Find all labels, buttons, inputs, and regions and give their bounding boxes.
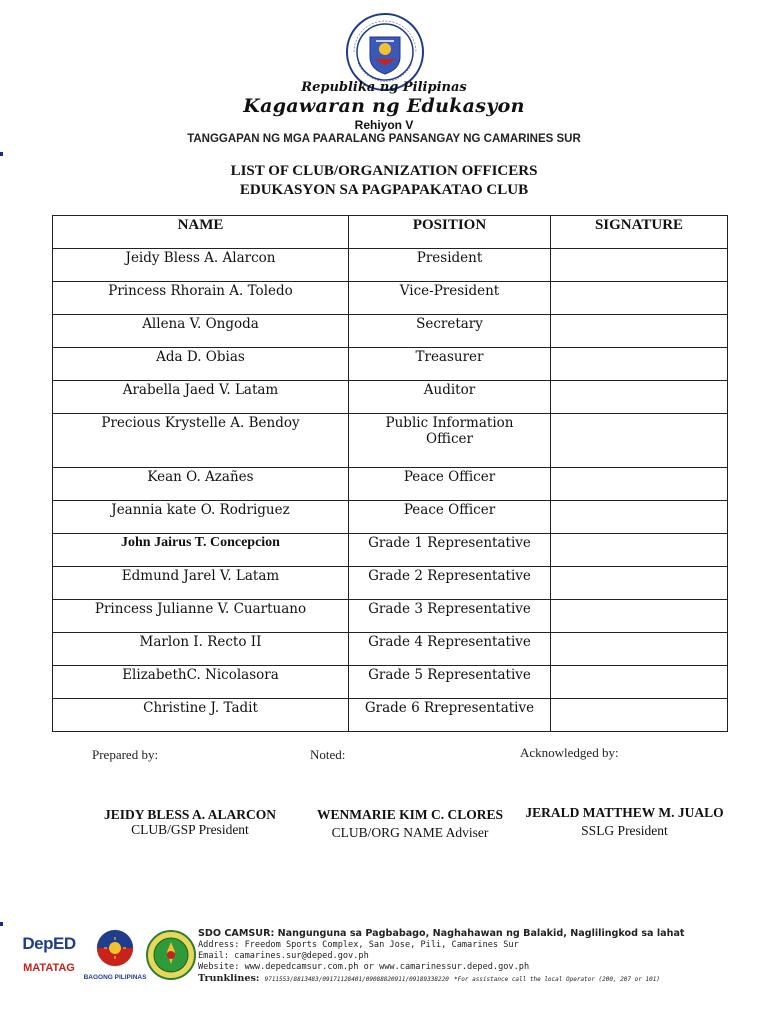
officer-name: Ada D. Obias (53, 348, 349, 381)
signature-cell (551, 633, 728, 666)
bagong-pilipinas-text: BAGONG PILIPINAS (83, 974, 147, 981)
officer-position: Grade 2 Representative (349, 567, 551, 600)
officer-position: Vice-President (349, 282, 551, 315)
table-row (53, 699, 728, 732)
margin-mark (0, 922, 3, 926)
club-name: EDUKASYON SA PAGPAPAKATAO CLUB (239, 182, 529, 198)
office-heading: TANGGAPAN NG MGA PAARALANG PANSANGAY NG CAMARINES SUR (187, 133, 581, 145)
table-row (53, 600, 728, 633)
signature-cell (551, 381, 728, 414)
signature-cell (551, 567, 728, 600)
officer-name: Princess Rhorain A. Toledo (53, 282, 349, 315)
officer-position: Treasurer (349, 348, 551, 381)
officer-name: Precious Krystelle A. Bendoy (53, 414, 349, 468)
officer-position: Peace Officer (349, 501, 551, 534)
column-header-position: POSITION (349, 216, 551, 249)
signature-cell (551, 666, 728, 699)
officer-position: Grade 6 Rrepresentative (349, 699, 551, 732)
prepared-by-role: CLUB/GSP President (131, 822, 249, 837)
officer-name: Princess Julianne V. Cuartuano (53, 600, 349, 633)
footer-contact-block (198, 928, 758, 985)
matatag-logo-text: MATATAG (23, 962, 75, 974)
signature-cell (551, 414, 728, 468)
officer-position: President (349, 249, 551, 282)
officer-name: Arabella Jaed V. Latam (53, 381, 349, 414)
noted-name: WENMARIE KIM C. CLORES (316, 807, 503, 822)
footer-address: Address: Freedom Sports Complex, San Jose, Pili, Camarines Sur (198, 940, 519, 950)
table-row (53, 666, 728, 699)
trunklines-numbers: 9711553/8813483/09171128401/09088820911/09189338220 (264, 976, 449, 983)
table-row (53, 348, 728, 381)
officer-name: Allena V. Ongoda (53, 315, 349, 348)
document-title: LIST OF CLUB/ORGANIZATION OFFICERS (230, 163, 538, 179)
sdo-motto: SDO CAMSUR: Nangunguna sa Pagbabago, Naghahawan ng Balakid, Naglilingkod sa lahat (198, 928, 685, 939)
officer-position: Grade 5 Representative (349, 666, 551, 699)
table-row (53, 315, 728, 348)
signature-cell (551, 282, 728, 315)
footer-email: Email: camarines.sur@deped.gov.ph (198, 951, 369, 961)
footer-trunklines (198, 973, 758, 985)
signature-cell (551, 249, 728, 282)
table-row (53, 534, 728, 567)
officer-position: Grade 1 Representative (349, 534, 551, 567)
officer-position: Grade 4 Representative (349, 633, 551, 666)
prepared-by-label: Prepared by: (92, 747, 159, 762)
table-row (53, 567, 728, 600)
signature-cell (551, 348, 728, 381)
trunklines-note: *For assistance call the local Operator (200, 207 or 101) (454, 976, 660, 983)
deped-matatag-logo (20, 934, 78, 974)
officer-position: Auditor (349, 381, 551, 414)
margin-mark (0, 152, 3, 156)
table-row (53, 501, 728, 534)
officer-name: Marlon I. Recto II (53, 633, 349, 666)
signature-cell (551, 315, 728, 348)
republic-heading: Republika ng Pilipinas (301, 80, 467, 95)
deped-logo-text: DepED (22, 934, 76, 953)
region-heading: Rehiyon V (354, 118, 414, 132)
officer-name: Jeannia kate O. Rodriguez (53, 501, 349, 534)
department-heading: Kagawaran ng Edukasyon (243, 95, 525, 117)
table-row (53, 414, 728, 468)
table-row (53, 282, 728, 315)
footer-website: Website: www.depedcamsur.com.ph or www.camarinessur.deped.gov.ph (198, 962, 530, 972)
signature-cell (551, 699, 728, 732)
officer-position: Peace Officer (349, 468, 551, 501)
acknowledged-by-label: Acknowledged by: (520, 745, 619, 760)
officer-name: John Jairus T. Concepcion (53, 534, 349, 567)
table-row (53, 381, 728, 414)
officer-name: Kean O. Azañes (53, 468, 349, 501)
acknowledged-by-role: SSLG President (581, 823, 668, 838)
signature-cell (551, 600, 728, 633)
acknowledged-by-name: JERALD MATTHEW M. JUALO (525, 805, 724, 820)
officers-table (52, 215, 728, 732)
officer-name: Christine J. Tadit (53, 699, 349, 732)
officer-position: Public Information Officer (349, 414, 551, 468)
noted-label: Noted: (310, 747, 346, 762)
noted-role: CLUB/ORG NAME Adviser (331, 825, 489, 840)
signature-cell (551, 534, 728, 567)
trunklines-label: Trunklines: (198, 973, 260, 984)
column-header-signature: SIGNATURE (551, 216, 728, 249)
officer-name: Jeidy Bless A. Alarcon (53, 249, 349, 282)
table-row (53, 249, 728, 282)
table-row (53, 468, 728, 501)
table-header-row (53, 216, 728, 249)
prepared-by-name: JEIDY BLESS A. ALARCON (103, 807, 277, 822)
bagong-pilipinas-logo (86, 928, 144, 972)
sdo-camsur-seal-logo (146, 930, 196, 980)
signature-cell (551, 501, 728, 534)
officer-name: Edmund Jarel V. Latam (53, 567, 349, 600)
officer-name: ElizabethC. Nicolasora (53, 666, 349, 699)
officer-position: Secretary (349, 315, 551, 348)
table-row (53, 633, 728, 666)
officer-position: Grade 3 Representative (349, 600, 551, 633)
column-header-name: NAME (53, 216, 349, 249)
signature-cell (551, 468, 728, 501)
